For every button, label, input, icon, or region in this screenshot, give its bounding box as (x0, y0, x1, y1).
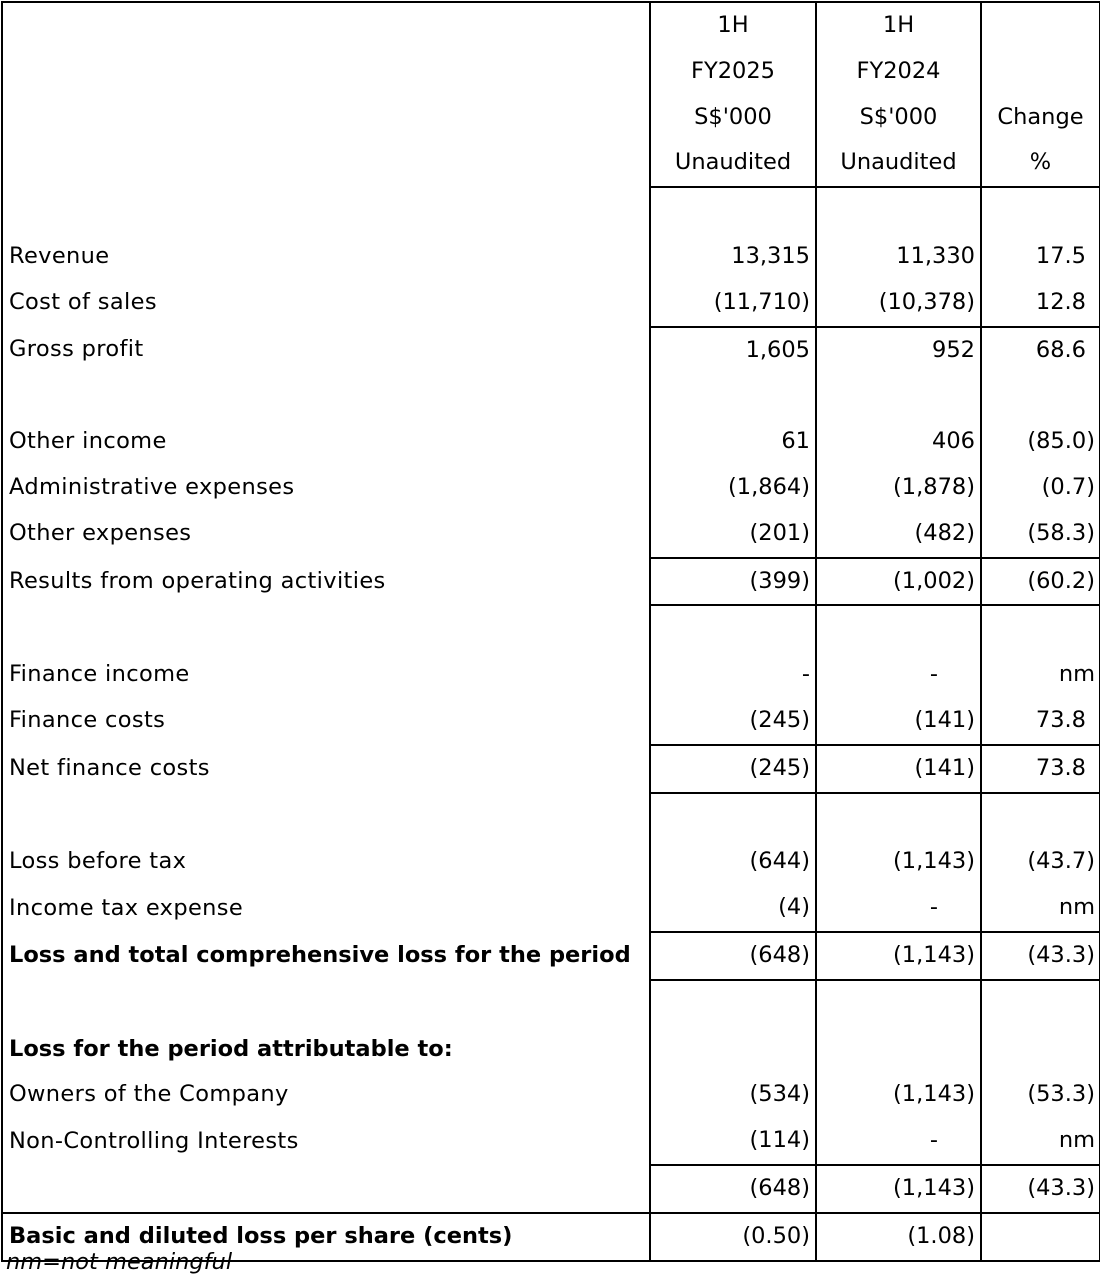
cell-fy2025: (534) (650, 1072, 816, 1118)
cell-fy2025: 61 (650, 419, 816, 465)
cell-fy2025: (648) (650, 932, 816, 980)
spacer-row (2, 187, 1100, 234)
cell-fy2025: (644) (650, 839, 816, 885)
cell-change: nm (981, 885, 1100, 932)
table-row-revenue (2, 234, 1100, 280)
header-1h-fy2025-period: 1H (650, 2, 816, 49)
cell-fy2024: (1.08) (816, 1213, 981, 1261)
cell-fy2024: (1,143) (816, 1072, 981, 1118)
cell-fy2025: (4) (650, 885, 816, 932)
spacer-row (2, 793, 1100, 840)
header-change-blank (981, 2, 1100, 49)
cell-change: (58.3) (981, 511, 1100, 558)
cell-fy2025: 13,315 (650, 234, 816, 280)
row-label: Revenue (2, 234, 650, 280)
cell-fy2025: (245) (650, 745, 816, 793)
table-row-finance-costs (2, 698, 1100, 745)
cell-change: nm (981, 1118, 1100, 1165)
table-row-other-income (2, 419, 1100, 465)
row-label: Results from operating activities (2, 558, 650, 606)
row-label: Gross profit (2, 327, 650, 374)
cell-change: 12.8 (981, 280, 1100, 327)
header-fy2025-year: FY2025 (650, 49, 816, 95)
table-row-loss-before-tax (2, 839, 1100, 885)
row-label: Loss before tax (2, 839, 650, 885)
cell-fy2024: - (816, 1118, 981, 1165)
cell-change: 73.8 (981, 745, 1100, 793)
header-change-unit: % (981, 140, 1100, 187)
table-row-attributable-heading (2, 1027, 1100, 1073)
income-statement-table (1, 1, 1100, 1262)
header-row (2, 2, 1100, 49)
cell-change: (43.3) (981, 1165, 1100, 1213)
row-label: Finance costs (2, 698, 650, 745)
header-fy2024-unit: S$'000 (816, 95, 981, 141)
row-label: Administrative expenses (2, 465, 650, 511)
cell-change (981, 1213, 1100, 1261)
table-row-administrative-expenses (2, 465, 1100, 511)
cell-fy2024: 406 (816, 419, 981, 465)
cell-fy2025: (245) (650, 698, 816, 745)
table-row-finance-income (2, 652, 1100, 698)
cell-fy2024: 952 (816, 327, 981, 374)
header-fy2025-audit: Unaudited (650, 140, 816, 187)
cell-fy2024: (1,143) (816, 932, 981, 980)
cell-change: (53.3) (981, 1072, 1100, 1118)
cell-fy2025: (201) (650, 511, 816, 558)
cell-fy2024: (141) (816, 745, 981, 793)
row-label: Income tax expense (2, 885, 650, 932)
section-heading: Loss for the period attributable to: (2, 1027, 650, 1073)
table-row-operating-results (2, 558, 1100, 606)
spacer-row (2, 980, 1100, 1027)
header-row (2, 49, 1100, 95)
row-label: Other income (2, 419, 650, 465)
cell-fy2025: (1,864) (650, 465, 816, 511)
row-label: Loss and total comprehensive loss for the period (2, 932, 650, 980)
cell-change: 68.6 (981, 327, 1100, 374)
footnote: nm=not meaningful (6, 1249, 233, 1275)
cell-fy2025: (399) (650, 558, 816, 606)
spacer-row (2, 605, 1100, 652)
row-label: Owners of the Company (2, 1072, 650, 1118)
cell-fy2024: (1,878) (816, 465, 981, 511)
table-row-income-tax-expense (2, 885, 1100, 932)
row-label: Cost of sales (2, 280, 650, 327)
header-blank (2, 2, 650, 49)
cell-fy2025: 1,605 (650, 327, 816, 374)
cell-change: (43.3) (981, 932, 1100, 980)
header-row (2, 140, 1100, 187)
cell-change: nm (981, 652, 1100, 698)
cell-fy2024: (141) (816, 698, 981, 745)
cell-fy2024: (482) (816, 511, 981, 558)
spacer-row (2, 373, 1100, 419)
table-row-total-comprehensive-loss (2, 932, 1100, 980)
header-fy2024-audit: Unaudited (816, 140, 981, 187)
cell-fy2025: - (650, 652, 816, 698)
header-row (2, 95, 1100, 141)
table-row-gross-profit (2, 327, 1100, 374)
header-fy2024-year: FY2024 (816, 49, 981, 95)
cell-fy2024: (1,143) (816, 839, 981, 885)
cell-fy2024: (1,002) (816, 558, 981, 606)
cell-fy2025: (0.50) (650, 1213, 816, 1261)
cell-fy2024: - (816, 885, 981, 932)
cell-change: (85.0) (981, 419, 1100, 465)
cell-fy2025: (114) (650, 1118, 816, 1165)
cell-change: 73.8 (981, 698, 1100, 745)
cell-fy2024: (10,378) (816, 280, 981, 327)
cell-fy2025: (11,710) (650, 280, 816, 327)
row-label: Finance income (2, 652, 650, 698)
cell-fy2024: 11,330 (816, 234, 981, 280)
header-change-title: Change (981, 95, 1100, 141)
row-label: Basic and diluted loss per share (cents) (2, 1213, 650, 1261)
row-label: Non-Controlling Interests (2, 1118, 650, 1165)
cell-change: (43.7) (981, 839, 1100, 885)
row-label: Net finance costs (2, 745, 650, 793)
table-row-owners (2, 1072, 1100, 1118)
table-row-net-finance-costs (2, 745, 1100, 793)
row-label: Other expenses (2, 511, 650, 558)
cell-change: (0.7) (981, 465, 1100, 511)
cell-fy2024: - (816, 652, 981, 698)
table-row-attributable-total (2, 1165, 1100, 1213)
cell-fy2025: (648) (650, 1165, 816, 1213)
cell-fy2024: (1,143) (816, 1165, 981, 1213)
table-row-other-expenses (2, 511, 1100, 558)
table-row-cost-of-sales (2, 280, 1100, 327)
header-1h-fy2024-period: 1H (816, 2, 981, 49)
cell-change: (60.2) (981, 558, 1100, 606)
row-label (2, 1165, 650, 1213)
cell-change: 17.5 (981, 234, 1100, 280)
header-fy2025-unit: S$'000 (650, 95, 816, 141)
table-row-non-controlling-interests (2, 1118, 1100, 1165)
